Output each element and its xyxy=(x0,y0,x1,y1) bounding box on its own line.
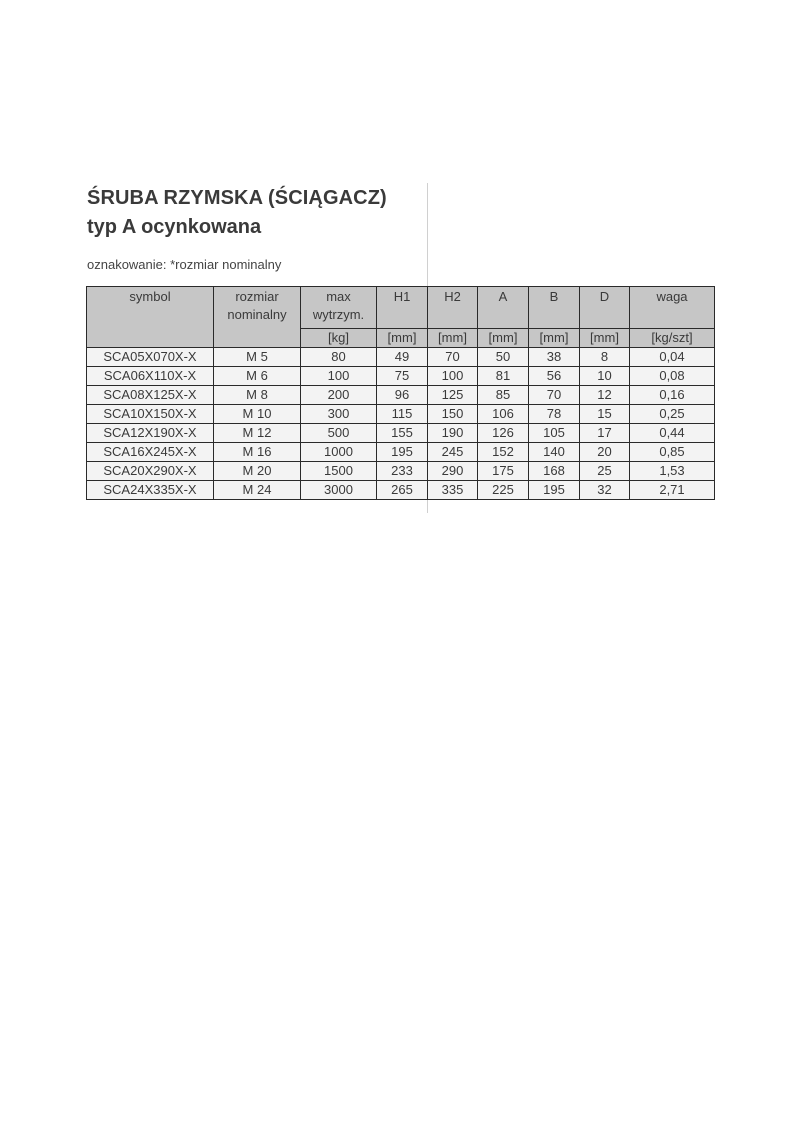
table-row xyxy=(87,386,715,405)
cell-b: 70 xyxy=(529,386,580,405)
header-max-strength xyxy=(301,287,377,329)
cell-max-strength: 1000 xyxy=(301,443,377,462)
cell-symbol: SCA20X290X-X xyxy=(87,462,214,481)
cell-symbol: SCA16X245X-X xyxy=(87,443,214,462)
cell-d: 17 xyxy=(580,424,630,443)
cell-nominal-size: M 20 xyxy=(214,462,301,481)
header-label: H2 xyxy=(444,289,461,304)
header-h1 xyxy=(377,287,428,329)
cell-h2: 125 xyxy=(428,386,478,405)
table-row xyxy=(87,424,715,443)
cell-nominal-size: M 5 xyxy=(214,348,301,367)
cell-a: 85 xyxy=(478,386,529,405)
header-label-line2: wytrzym. xyxy=(312,307,365,322)
cell-nominal-size: M 16 xyxy=(214,443,301,462)
header-label: symbol xyxy=(129,289,171,304)
cell-weight: 1,53 xyxy=(630,462,715,481)
header-label: H1 xyxy=(393,289,411,304)
cell-d: 8 xyxy=(580,348,630,367)
cell-b: 168 xyxy=(529,462,580,481)
header-label: D xyxy=(599,289,610,304)
cell-a: 152 xyxy=(478,443,529,462)
cell-symbol: SCA10X150X-X xyxy=(87,405,214,424)
table-row xyxy=(87,481,715,500)
cell-weight: 2,71 xyxy=(630,481,715,500)
cell-h1: 115 xyxy=(377,405,428,424)
unit-cell: [mm] xyxy=(529,329,580,348)
header-label: B xyxy=(549,289,559,304)
header-label: A xyxy=(498,289,508,304)
cell-h2: 335 xyxy=(428,481,478,500)
header-label: rozmiar xyxy=(235,289,279,304)
cell-nominal-size: M 10 xyxy=(214,405,301,424)
unit-cell: [mm] xyxy=(478,329,529,348)
cell-weight: 0,04 xyxy=(630,348,715,367)
cell-max-strength: 80 xyxy=(301,348,377,367)
cell-d: 12 xyxy=(580,386,630,405)
unit-cell: [mm] xyxy=(580,329,630,348)
cell-b: 78 xyxy=(529,405,580,424)
cell-b: 38 xyxy=(529,348,580,367)
table-row xyxy=(87,348,715,367)
cell-b: 56 xyxy=(529,367,580,386)
cell-h2: 70 xyxy=(428,348,478,367)
unit-cell: [kg] xyxy=(301,329,377,348)
header-label-line2: nominalny xyxy=(227,307,287,322)
header-a xyxy=(478,287,529,329)
unit-cell: [kg/szt] xyxy=(630,329,715,348)
cell-d: 10 xyxy=(580,367,630,386)
header-b xyxy=(529,287,580,329)
cell-nominal-size: M 8 xyxy=(214,386,301,405)
cell-h1: 155 xyxy=(377,424,428,443)
cell-a: 126 xyxy=(478,424,529,443)
table-row xyxy=(87,405,715,424)
cell-h1: 75 xyxy=(377,367,428,386)
table-header-row xyxy=(87,287,715,329)
header-nominal-size xyxy=(214,287,301,348)
cell-h2: 150 xyxy=(428,405,478,424)
marking-note: oznakowanie: *rozmiar nominalny xyxy=(87,257,282,272)
header-h2 xyxy=(428,287,478,329)
cell-d: 25 xyxy=(580,462,630,481)
cell-symbol: SCA12X190X-X xyxy=(87,424,214,443)
unit-cell: [mm] xyxy=(377,329,428,348)
cell-weight: 0,85 xyxy=(630,443,715,462)
cell-max-strength: 100 xyxy=(301,367,377,386)
specification-table xyxy=(86,286,715,500)
cell-h2: 190 xyxy=(428,424,478,443)
table-row xyxy=(87,443,715,462)
cell-weight: 0,44 xyxy=(630,424,715,443)
cell-h2: 245 xyxy=(428,443,478,462)
cell-a: 81 xyxy=(478,367,529,386)
cell-d: 15 xyxy=(580,405,630,424)
cell-symbol: SCA08X125X-X xyxy=(87,386,214,405)
cell-b: 105 xyxy=(529,424,580,443)
cell-h2: 100 xyxy=(428,367,478,386)
unit-cell: [mm] xyxy=(428,329,478,348)
header-symbol xyxy=(87,287,214,348)
cell-h1: 233 xyxy=(377,462,428,481)
cell-h1: 96 xyxy=(377,386,428,405)
cell-h1: 49 xyxy=(377,348,428,367)
table-row xyxy=(87,367,715,386)
cell-b: 195 xyxy=(529,481,580,500)
cell-weight: 0,25 xyxy=(630,405,715,424)
cell-max-strength: 3000 xyxy=(301,481,377,500)
cell-weight: 0,16 xyxy=(630,386,715,405)
cell-a: 175 xyxy=(478,462,529,481)
cell-b: 140 xyxy=(529,443,580,462)
table-row xyxy=(87,462,715,481)
cell-weight: 0,08 xyxy=(630,367,715,386)
cell-max-strength: 300 xyxy=(301,405,377,424)
header-d xyxy=(580,287,630,329)
header-weight xyxy=(630,287,715,329)
cell-h2: 290 xyxy=(428,462,478,481)
cell-max-strength: 500 xyxy=(301,424,377,443)
product-subtitle: typ A ocynkowana xyxy=(87,216,262,238)
cell-d: 20 xyxy=(580,443,630,462)
cell-nominal-size: M 6 xyxy=(214,367,301,386)
cell-symbol: SCA06X110X-X xyxy=(87,367,214,386)
cell-symbol: SCA24X335X-X xyxy=(87,481,214,500)
cell-h1: 265 xyxy=(377,481,428,500)
cell-nominal-size: M 24 xyxy=(214,481,301,500)
cell-max-strength: 200 xyxy=(301,386,377,405)
cell-h1: 195 xyxy=(377,443,428,462)
cell-max-strength: 1500 xyxy=(301,462,377,481)
header-label: max xyxy=(326,289,351,304)
cell-symbol: SCA05X070X-X xyxy=(87,348,214,367)
cell-a: 106 xyxy=(478,405,529,424)
header-label: waga xyxy=(656,289,688,304)
cell-d: 32 xyxy=(580,481,630,500)
cell-a: 225 xyxy=(478,481,529,500)
product-title: ŚRUBA RZYMSKA (ŚCIĄGACZ) xyxy=(87,187,387,209)
cell-a: 50 xyxy=(478,348,529,367)
cell-nominal-size: M 12 xyxy=(214,424,301,443)
